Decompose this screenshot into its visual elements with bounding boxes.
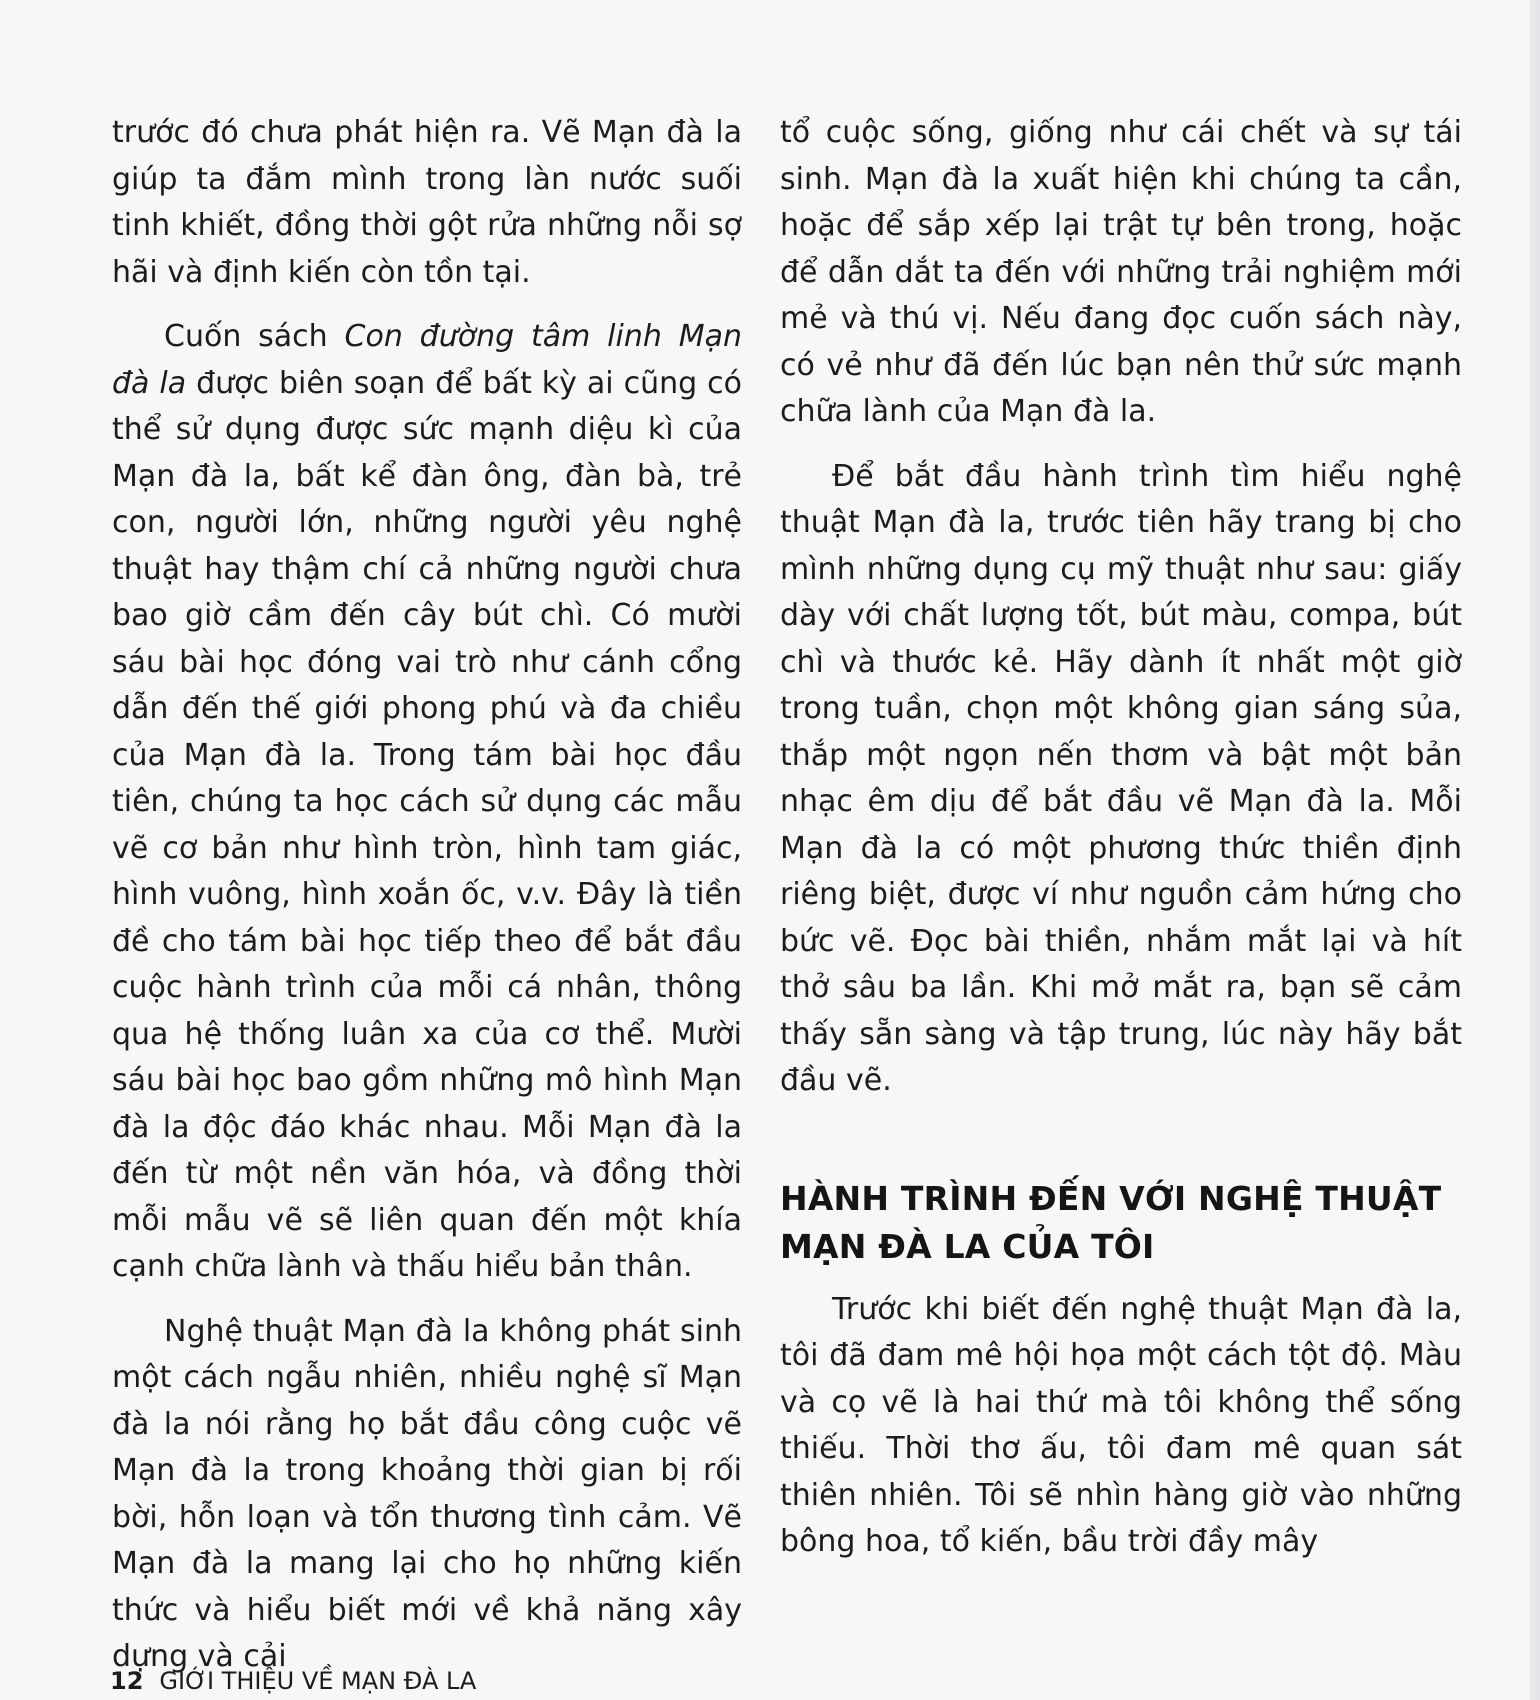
right-paragraph-2: Để bắt đầu hành trình tìm hiểu nghệ thuật Mạn đà la, trước tiên hãy trang bị cho mình những dụng cụ mỹ thuật như sau: giấy dày với chất lượng tốt, bút màu, compa, bút chì và thước kẻ. Hãy dành ít nhất một giờ trong tuần, chọn một không gian sáng sủa, thắp một ngọn nến thơm và bật một bản nhạc êm dịu để bắt đầu vẽ Mạn đà la. Mỗi Mạn đà la có một phương thức thiền định riêng biệt, được ví như nguồn cảm hứng cho bức vẽ. Đọc bài thiền, nhắm mắt lại và hít thở sâu ba lần. Khi mở mắt ra, bạn sẽ cảm thấy sẵn sàng và tập trung, lúc này hãy bắt đầu vẽ.: [780, 458, 1462, 1098]
running-title: GIỚI THIỆU VỀ MẠN ĐÀ LA: [159, 1667, 477, 1695]
section-heading: [780, 1175, 1462, 1271]
page-edge-shadow: [1530, 0, 1540, 1700]
right-column: [780, 110, 1462, 1566]
left-column: [112, 110, 742, 1681]
left-paragraph-2-body: được biên soạn để bất kỳ ai cũng có thể sử dụng được sức mạnh diệu kì của Mạn đà la, bất kể đàn ông, đàn bà, trẻ con, người lớn, những người yêu nghệ thuật hay thậm chí cả những người chưa bao giờ cầm đến cây bút chì. Có mười sáu bài học đóng vai trò như cánh cổng dẫn đến thế giới phong phú và đa chiều của Mạn đà la. Trong tám bài học đầu tiên, chúng ta học cách sử dụng các mẫu vẽ cơ bản như hình tròn, hình tam giác, hình vuông, hình xoắn ốc, v.v. Đây là tiền đề cho tám bài học tiếp theo để bắt đầu cuộc hành trình của mỗi cá nhân, thông qua hệ thống luân xa của cơ thể. Mười sáu bài học bao gồm những mô hình Mạn đà la độc đáo khác nhau. Mỗi Mạn đà la đến từ một nền văn hóa, và đồng thời mỗi mẫu vẽ sẽ liên quan đến một khía cạnh chữa lành và thấu hiểu bản thân.: [112, 365, 742, 1284]
left-paragraph-2-intro: Cuốn sách: [164, 319, 345, 354]
left-paragraph-2: [112, 314, 742, 1291]
right-paragraph-1: tổ cuộc sống, giống như cái chết và sự tái sinh. Mạn đà la xuất hiện khi chúng ta cần, hoặc để sắp xếp lại trật tự bên trong, hoặc để dẫn dắt ta đến với những trải nghiệm mới mẻ và thú vị. Nếu đang đọc cuốn sách này, có vẻ như đã đến lúc bạn nên thử sức mạnh chữa lành của Mạn đà la.: [780, 115, 1462, 429]
section-heading-line-1: HÀNH TRÌNH ĐẾN VỚI NGHỆ THUẬT: [780, 1178, 1442, 1218]
left-paragraph-1: trước đó chưa phát hiện ra. Vẽ Mạn đà la giúp ta đắm mình trong làn nước suối tinh khiết, đồng thời gột rửa những nỗi sợ hãi và định kiến còn tồn tại.: [112, 115, 742, 290]
page-number: 12: [110, 1667, 144, 1695]
book-title: Con đường tâm linh Mạn đà la: [112, 319, 742, 401]
right-paragraph-3: Trước khi biết đến nghệ thuật Mạn đà la, tôi đã đam mê hội họa một cách tột độ. Màu và cọ vẽ là hai thứ mà tôi không thể sống thiếu. Thời thơ ấu, tôi đam mê quan sát thiên nhiên. Tôi sẽ nhìn hàng giờ vào những bông hoa, tổ kiến, bầu trời đầy mây: [780, 1291, 1462, 1559]
page-footer: [110, 1666, 476, 1696]
section-heading-line-2: MẠN ĐÀ LA CỦA TÔI: [780, 1226, 1155, 1266]
left-paragraph-3: Nghệ thuật Mạn đà la không phát sinh một cách ngẫu nhiên, nhiều nghệ sĩ Mạn đà la nói rằng họ bắt đầu công cuộc vẽ Mạn đà la trong khoảng thời gian bị rối bời, hỗn loạn và tổn thương tình cảm. Vẽ Mạn đà la mang lại cho họ những kiến thức và hiểu biết mới về khả năng xây dựng và cải: [112, 1313, 742, 1674]
